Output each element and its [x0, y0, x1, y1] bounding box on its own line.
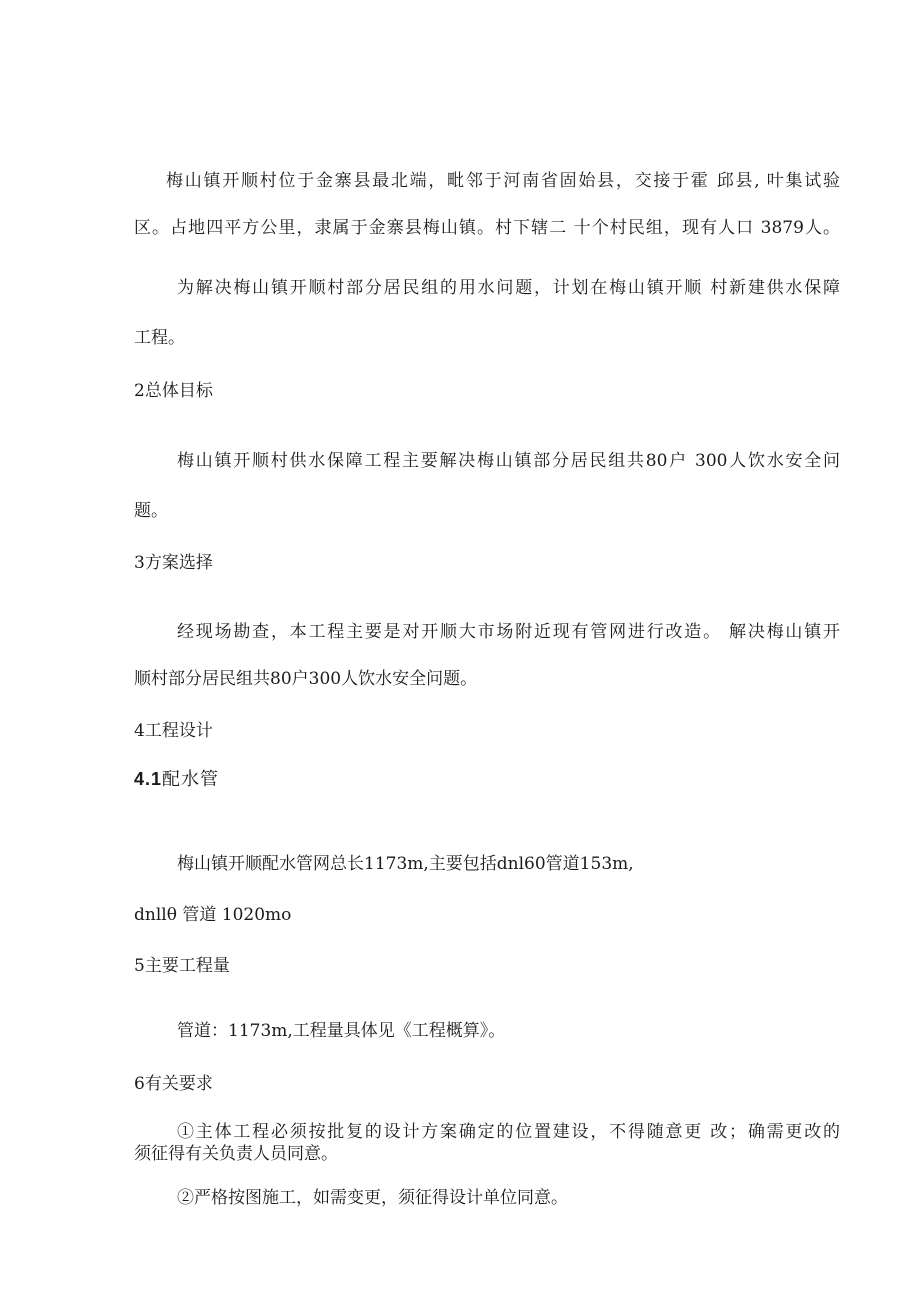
requirement-1-line-2: 须征得有关负责人员同意。	[134, 1144, 338, 1164]
purpose-paragraph-line-2: 工程。	[134, 328, 185, 348]
purpose-paragraph-line-1: 为解决梅山镇开顺村部分居民组的用水问题，计划在梅山镇开顺 村新建供水保障	[177, 278, 840, 298]
intro-paragraph-line-2: 区。占地四平方公里，隶属于金寨县梅山镇。村下辖二 十个村民组，现有人口 3879人。	[134, 218, 840, 238]
section-2-paragraph-line-2: 题。	[134, 501, 168, 521]
section-4-paragraph-line-2: dnllθ 管道 1020mo	[134, 905, 292, 925]
section-3-paragraph-line-2: 顺村部分居民组共80户300人饮水安全问题。	[134, 669, 478, 689]
section-4-paragraph-line-1: 梅山镇开顺配水管网总长1173m,主要包括dnl60管道153m,	[177, 854, 634, 874]
section-3-heading: 3方案选择	[134, 553, 213, 573]
section-6-heading: 6有关要求	[134, 1074, 213, 1094]
section-3-paragraph-line-1: 经现场勘查，本工程主要是对开顺大市场附近现有管网进行改造。 解决梅山镇开	[177, 622, 840, 642]
section-2-heading: 2总体目标	[134, 381, 213, 401]
requirement-2: ②严格按图施工，如需变更，须征得设计单位同意。	[177, 1188, 568, 1208]
section-4-1-heading	[134, 768, 840, 791]
section-5-heading: 5主要工程量	[134, 956, 230, 976]
section-4-1-title: 配水管	[162, 769, 220, 790]
section-4-1-number: 4.1	[134, 769, 163, 789]
requirement-1-line-1: ①主体工程必须按批复的设计方案确定的位置建设，不得随意更 改；确需更改的	[177, 1122, 840, 1142]
section-4-heading: 4工程设计	[134, 721, 213, 741]
section-2-paragraph-line-1: 梅山镇开顺村供水保障工程主要解决梅山镇部分居民组共80户 300人饮水安全问	[177, 451, 840, 471]
section-5-paragraph-line-1: 管道：1173m,工程量具体见《工程概算》。	[177, 1021, 506, 1041]
intro-paragraph-line-1: 梅山镇开顺村位于金寨县最北端，毗邻于河南省固始县，交接于霍 邱县, 叶集试验	[166, 171, 840, 191]
